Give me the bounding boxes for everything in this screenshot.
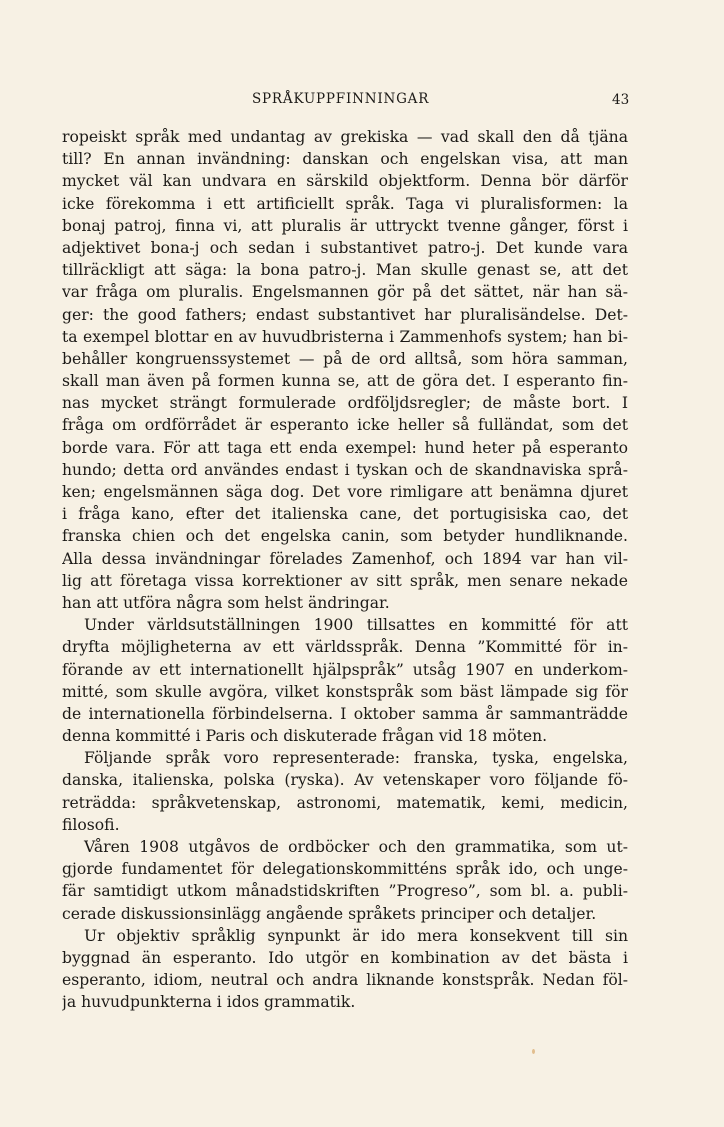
text-line: gjorde fundamentet för delegationskommitténs språk ido, och unge- (62, 860, 628, 879)
text-line: icke förekomma i ett artificiellt språk. Taga vi pluralisformen: la (62, 194, 628, 213)
text-line: tillräckligt att säga: la bona patro-j. Man skulle genast se, att det (62, 261, 628, 280)
text-line: denna kommitté i Paris och diskuterade frågan vid 18 möten. (62, 727, 548, 746)
text-line: adjektivet bona-j och sedan i substantivet patro-j. Det kunde vara (62, 238, 628, 257)
text-line: bonaj patroj, finna vi, att pluralis är uttryckt tvenne gånger, först i (62, 216, 628, 235)
text-line: dryfta möjligheterna av ett världsspråk. Denna ”Kommitté för in- (62, 638, 628, 657)
text-line: Under världsutställningen 1900 tillsattes en kommitté för att (84, 616, 628, 635)
body-text (62, 126, 628, 1014)
text-line: behåller kongruenssystemet — på de ord alltså, som höra samman, (62, 349, 628, 368)
text-line: franska chien och det engelska canin, som betyder hundliknande. (62, 527, 628, 546)
text-line: Alla dessa invändningar förelades Zamenhof, och 1894 var han vil- (62, 549, 628, 568)
text-line: reträdda: språkvetenskap, astronomi, matematik, kemi, medicin, (62, 793, 628, 812)
text-line: borde vara. För att taga ett enda exempel: hund heter på esperanto (62, 438, 628, 457)
text-line: mitté, som skulle avgöra, vilket konstspråk som bäst lämpade sig för (62, 682, 628, 701)
text-line: nas mycket strängt formulerade ordföljdsregler; de måste bort. I (62, 394, 628, 413)
text-line: de internationella förbindelserna. I oktober samma år sammanträdde (62, 704, 628, 723)
text-line: lig att företaga vissa korrektioner av sitt språk, men senare nekade (62, 571, 628, 590)
text-line: han att utföra några som helst ändringar. (62, 593, 390, 612)
text-line: Våren 1908 utgåvos de ordböcker och den grammatika, som ut- (84, 838, 628, 856)
text-line: var fråga om pluralis. Engelsmannen gör på det sättet, när han sä- (62, 283, 628, 302)
text-line: hundo; detta ord användes endast i tyskan och de skandnaviska språ- (62, 460, 628, 479)
text-line: ja huvudpunkterna i idos grammatik. (62, 993, 356, 1012)
text-line: ropeiskt språk med undantag av grekiska — vad skall den då tjäna (62, 128, 628, 146)
running-title: SPRÅKUPPFINNINGAR (252, 91, 430, 107)
text-line: filosofi. (62, 815, 120, 834)
text-line: danska, italienska, polska (ryska). Av vetenskaper voro följande fö- (62, 771, 628, 790)
text-line: fråga om ordförrådet är esperanto icke heller så fulländat, som det (62, 416, 628, 435)
page-number: 43 (612, 92, 630, 108)
text-line: Följande språk voro representerade: franska, tyska, engelska, (84, 749, 628, 768)
text-line: ken; engelsmännen säga dog. Det vore rimligare att benämna djuret (62, 483, 628, 501)
text-line: cerade diskussionsinlägg angående språkets principer och detaljer. (62, 904, 597, 923)
text-line: i fråga kano, efter det italienska cane, det portugisiska cao, det (62, 505, 628, 524)
text-line: skall man även på formen kunna se, att de göra det. I esperanto fin- (62, 372, 628, 391)
text-line: byggnad än esperanto. Ido utgör en kombination av det bästa i (62, 948, 628, 967)
text-line: ger: the good fathers; endast substantivet har pluralisändelse. Det- (62, 305, 628, 324)
text-line: mycket väl kan undvara en särskild objektform. Denna bör därför (62, 172, 628, 191)
text-line: Ur objektiv språklig synpunkt är ido mera konsekvent till sin (84, 926, 628, 945)
text-line: fär samtidigt utkom månadstidskriften ”Progreso”, som bl. a. publi- (62, 882, 628, 901)
text-line: ta exempel blottar en av huvudbristerna i Zammenhofs system; han bi- (62, 327, 628, 346)
text-line: förande av ett internationellt hjälpspråk” utsåg 1907 en underkom- (62, 660, 628, 679)
paper-speck (532, 1049, 535, 1054)
text-line: till? En annan invändning: danskan och engelskan visa, att man (62, 150, 628, 169)
text-line: esperanto, idiom, neutral och andra liknande konstspråk. Nedan föl- (62, 971, 628, 990)
